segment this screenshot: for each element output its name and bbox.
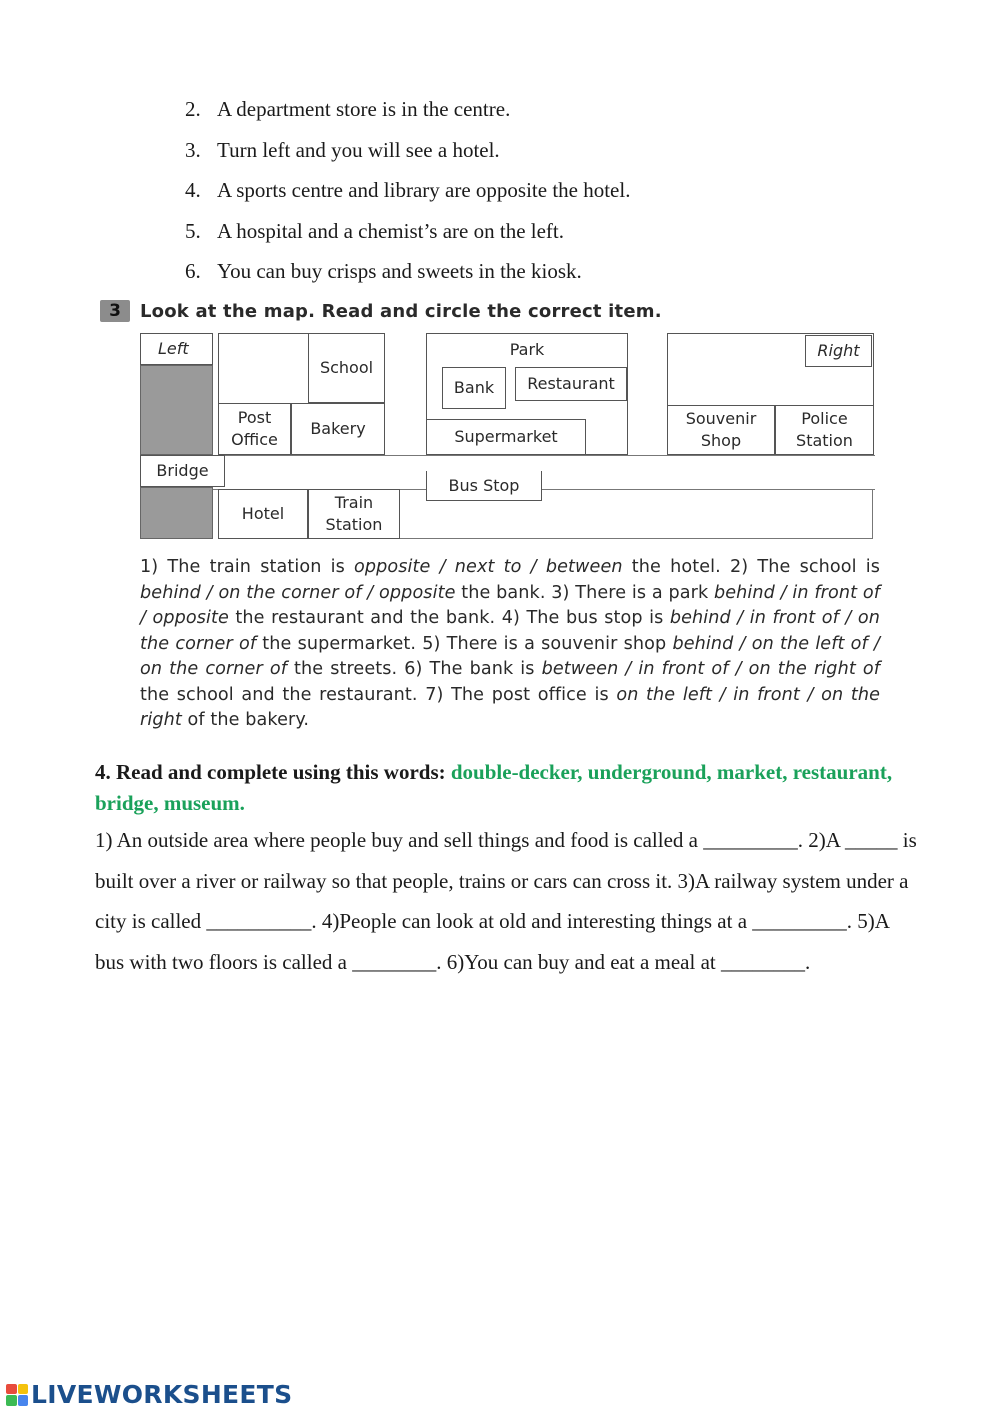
word-bank: double-decker, underground, market, restaurant, bridge, museum. (95, 760, 893, 815)
liveworksheets-logo (6, 1380, 292, 1409)
label-right: Right (805, 335, 872, 367)
restaurant: Restaurant (515, 367, 627, 401)
list-item: 6. You can buy crisps and sweets in the kiosk. (185, 259, 582, 283)
post-office: Post Office (218, 403, 291, 455)
hotel: Hotel (218, 489, 308, 539)
road-edge-top (140, 455, 875, 456)
exercise-4-title: 4. Read and complete using this words: double-decker, underground, market, restaurant, bridge, museum. (95, 760, 893, 815)
river-upper (140, 365, 213, 455)
list-item: 3. Turn left and you will see a hotel. (185, 137, 500, 162)
train-station: Train Station (308, 489, 400, 539)
numbered-list (185, 94, 630, 297)
park: Park (426, 333, 628, 455)
bridge: Bridge (140, 455, 225, 487)
exercise-3-questions: 1) The train station is opposite / next to / between the hotel. 2) The school is behind / on the corner of / opposite the bank. 3) There is a park behind / in front of / opposite the restaurant and the bank. 4) The bus stop is behind / in front of / on the corner of the supermarket. 5) There is a souvenir shop behind / on the left of / on the corner of the streets. 6) The bank is between / in front of / on the right of the school and the restaurant. 7) The post office is on the left / in front / on the right of the bakery. (140, 557, 881, 730)
exercise-number-badge: 3 (100, 300, 130, 322)
bank: Bank (442, 367, 506, 409)
bus-stop: Bus Stop (426, 471, 542, 501)
list-item: 4. A sports centre and library are opposite the hotel. (185, 178, 631, 202)
street-map (140, 333, 875, 543)
supermarket: Supermarket (426, 419, 586, 455)
police-station: Police Station (775, 405, 874, 455)
school: School (308, 333, 385, 403)
logo-text: LIVEWORKSHEETS (31, 1380, 293, 1409)
souvenir-shop: Souvenir Shop (667, 405, 775, 455)
road-edge-right (872, 489, 873, 539)
exercise-3-title: Look at the map. Read and circle the correct item. (140, 300, 662, 322)
list-item: 2. A department store is in the centre. (185, 97, 511, 121)
exercise-4-body: 1) An outside area where people buy and sell things and food is called a _________. 2)A _____ is built over a river or railway so that people, trains or cars can cross it. 3)A railway system under a city is called __________. 4)People can look at old and interesting things at a _________. 5)A bus with two floors is called a ________. 6)You can buy and eat a meal at ________. (95, 828, 917, 974)
river-lower (140, 487, 213, 539)
bakery: Bakery (291, 403, 385, 455)
road-edge-lower (400, 538, 873, 539)
exercise-3-heading (100, 298, 662, 324)
list-item: 5. A hospital and a chemist’s are on the left. (185, 218, 564, 243)
label-left: Left (140, 333, 213, 365)
liveworksheets-icon (6, 1384, 28, 1406)
